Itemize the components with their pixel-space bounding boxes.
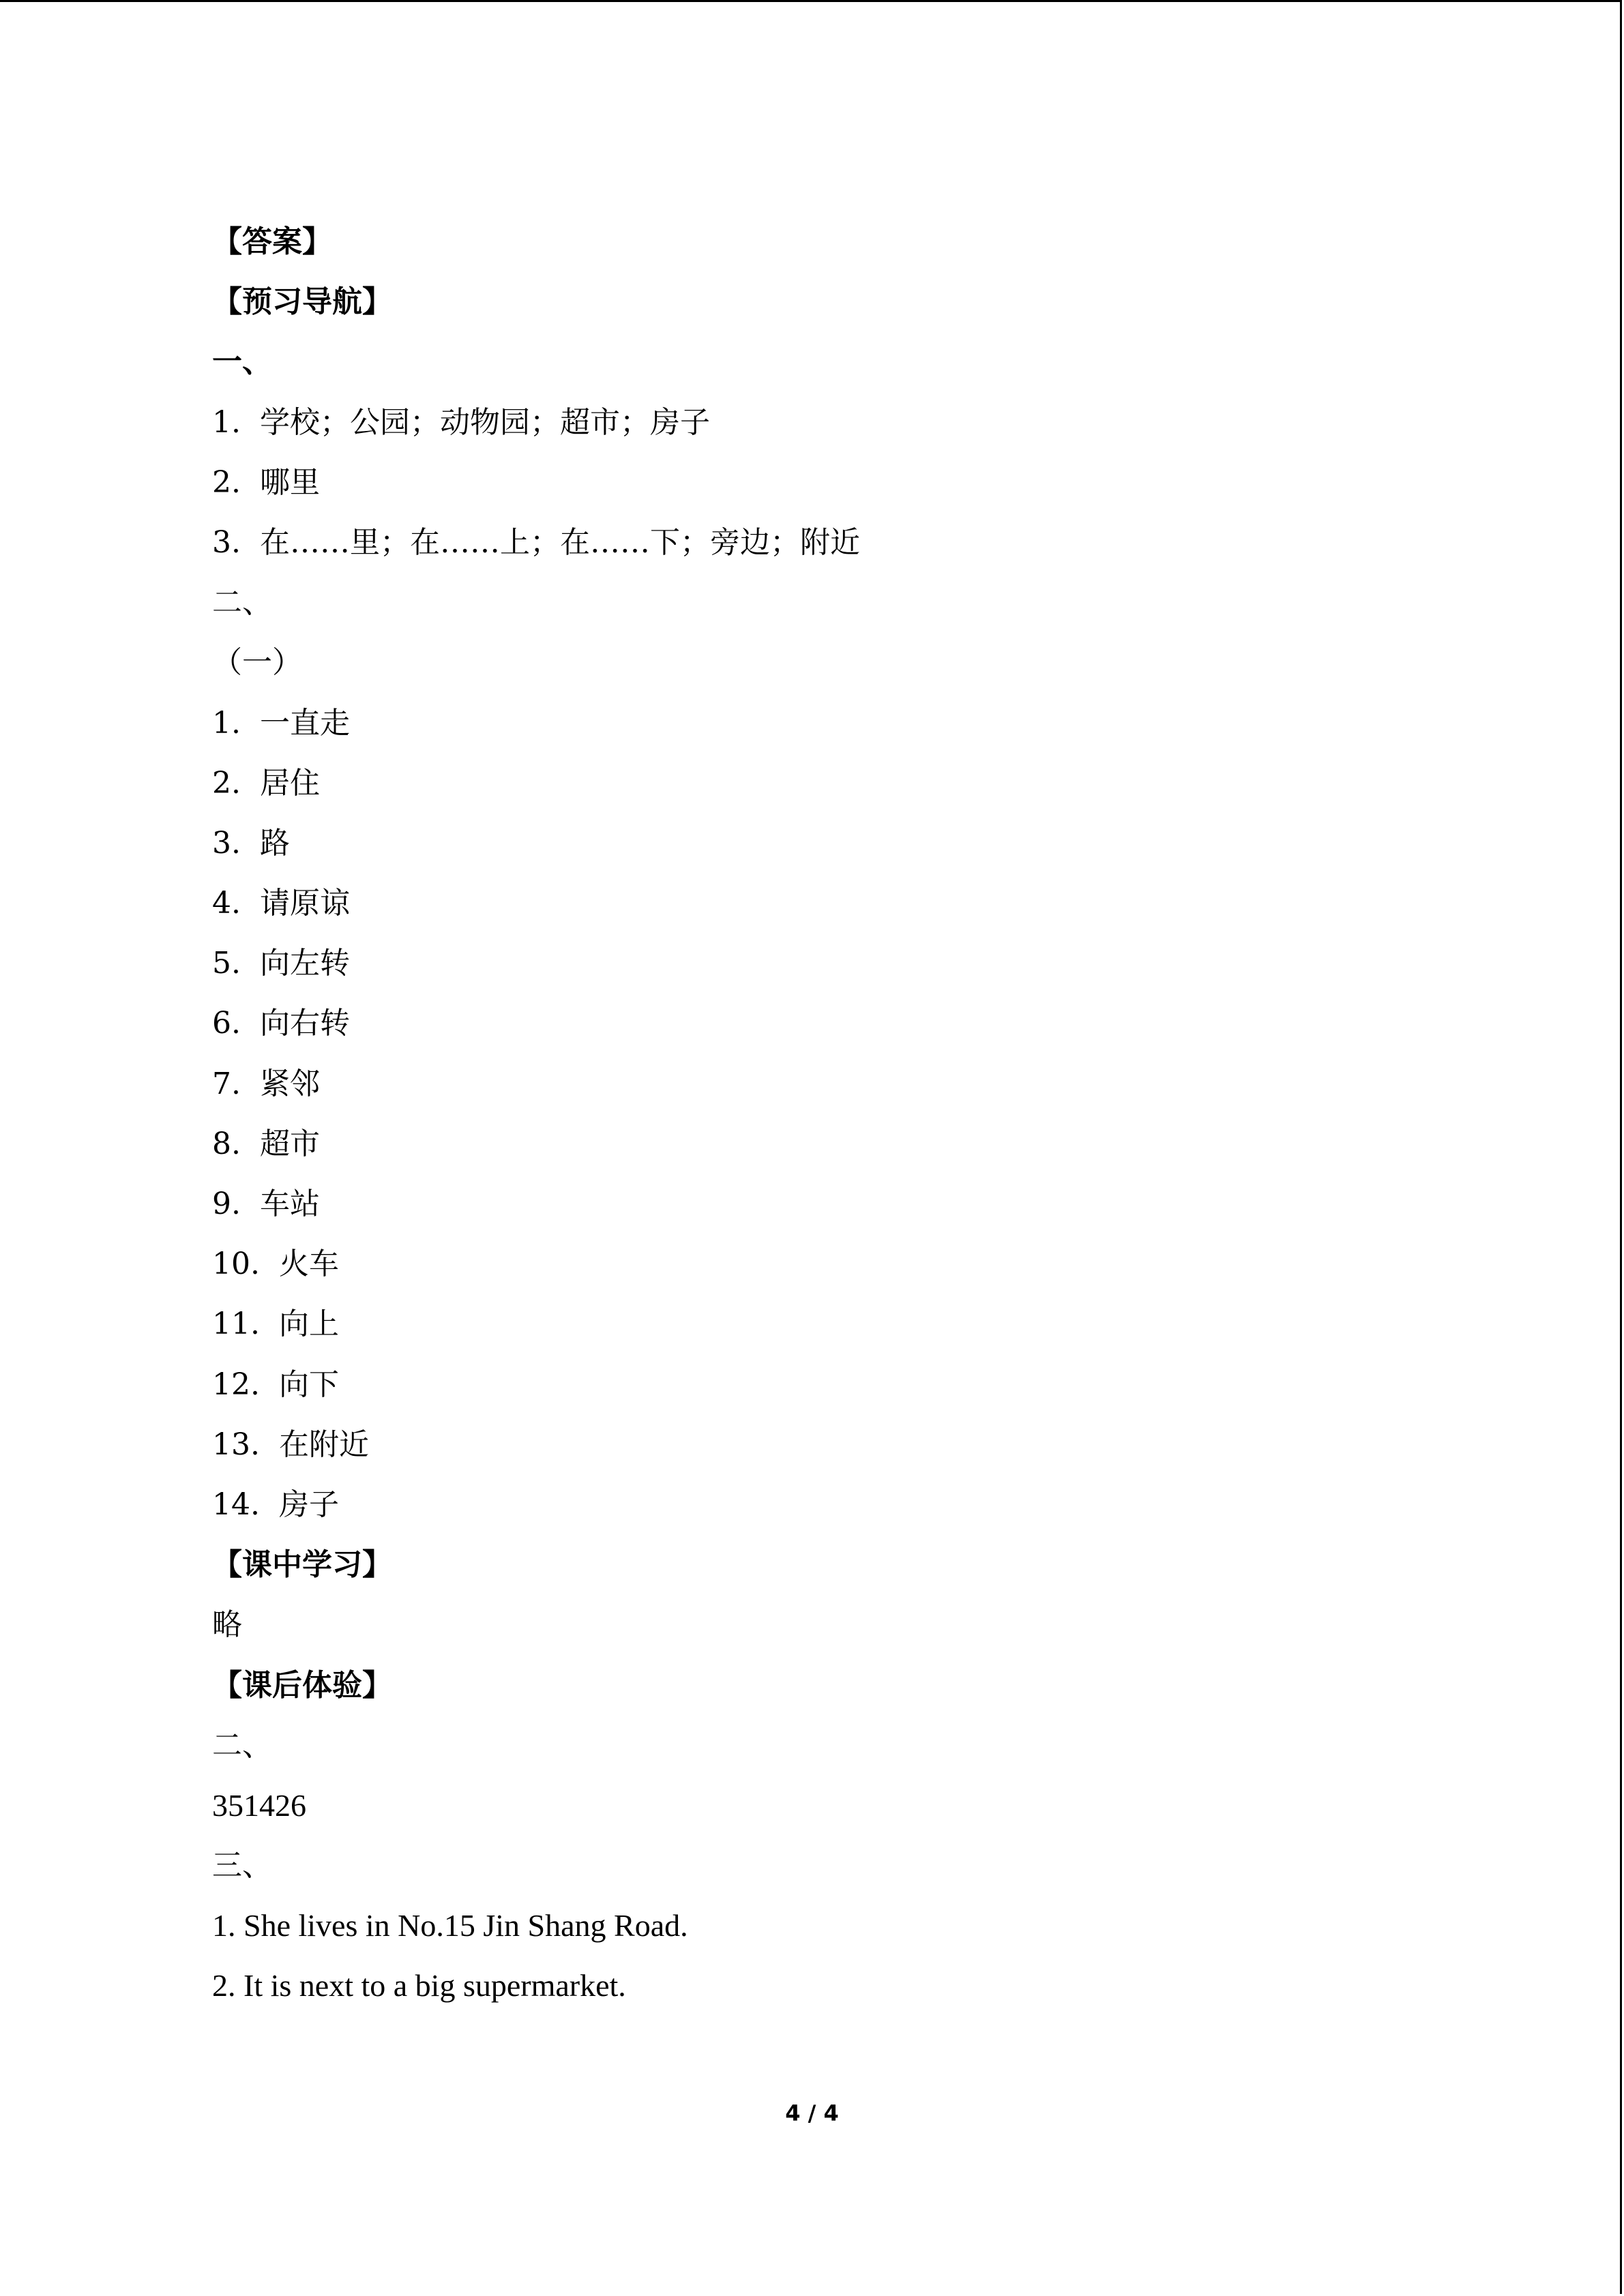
answer-line: 7. 紧邻 xyxy=(212,1066,320,1101)
part-label: 三、 xyxy=(212,1848,272,1883)
page-number: 4 / 4 xyxy=(785,2100,839,2126)
answer-line: 13. 在附近 xyxy=(212,1427,369,1462)
section-heading-after-class: 【课后体验】 xyxy=(212,1667,392,1703)
answer-line: 14. 房子 xyxy=(212,1487,339,1522)
answer-line: 8. 超市 xyxy=(212,1126,320,1161)
subpart-label: （一） xyxy=(212,645,302,681)
answer-line: 5. 向左转 xyxy=(212,946,350,981)
answer-line: 2. 居住 xyxy=(212,765,320,801)
part-label: 一、 xyxy=(212,344,272,380)
answer-title: 【答案】 xyxy=(212,224,332,259)
answer-line: 9. 车站 xyxy=(212,1187,320,1221)
section-heading-in-class: 【课中学习】 xyxy=(212,1547,392,1583)
part-label: 二、 xyxy=(212,1727,272,1763)
answer-line: 12. 向下 xyxy=(212,1367,339,1402)
answer-line: 1. She lives in No.15 Jin Shang Road. xyxy=(212,1908,688,1943)
answer-line: 3. 在……里；在……上；在……下；旁边；附近 xyxy=(212,524,860,560)
part-label: 二、 xyxy=(212,585,272,621)
answer-line: 3. 路 xyxy=(212,825,290,861)
answer-line: 10. 火车 xyxy=(212,1247,339,1282)
answer-line: 11. 向上 xyxy=(212,1307,339,1342)
answer-line: 略 xyxy=(212,1607,242,1643)
answer-line: 2. It is next to a big supermarket. xyxy=(212,1968,626,2003)
answer-line: 1. 一直走 xyxy=(212,705,350,741)
answer-line: 4. 请原谅 xyxy=(212,886,350,921)
answer-line: 6. 向右转 xyxy=(212,1006,350,1041)
answer-line: 2. 哪里 xyxy=(212,464,320,500)
section-heading-preview: 【预习导航】 xyxy=(212,284,392,320)
answer-line: 1. 学校；公园；动物园；超市；房子 xyxy=(212,404,710,440)
answer-document xyxy=(212,212,1508,2016)
answer-line: 351426 xyxy=(212,1787,306,1823)
